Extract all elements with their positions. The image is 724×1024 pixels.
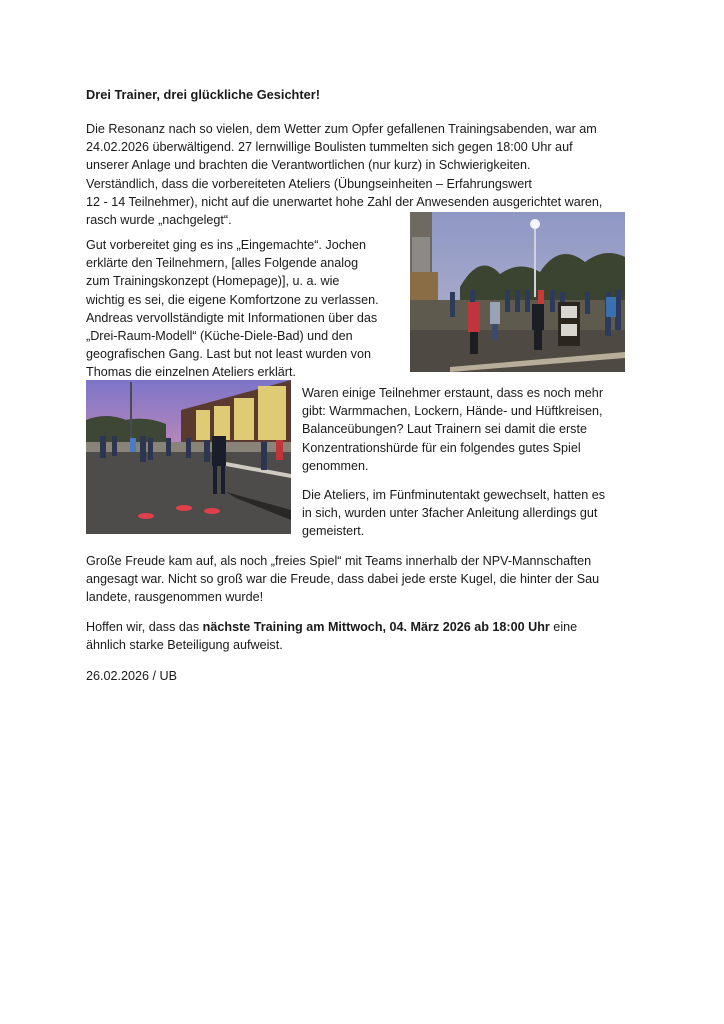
article-title: Drei Trainer, drei glückliche Gesichter! — [86, 87, 320, 102]
text-line: Thomas die einzelnen Ateliers erklärt. — [86, 365, 296, 380]
next-training-suffix: eine — [549, 620, 578, 634]
paragraph-free-play — [86, 552, 646, 607]
photo-boules-court — [86, 380, 291, 534]
text-line: 12 - 14 Teilnehmer), nicht auf die unerwartet hohe Zahl der Anwesenden ausgerichtet waren, — [86, 194, 603, 209]
text-line: unserer Anlage und brachten die Verantwortlichen (nur kurz) in Schwierigkeiten. — [86, 158, 531, 173]
text-line: zum Trainingskonzept (Homepage)], u. a. wie — [86, 274, 340, 289]
next-training-date: nächste Training am Mittwoch, 04. März 2026 ab 18:00 Uhr — [202, 620, 550, 634]
text-line: Die Ateliers, im Fünfminutentakt gewechselt, hatten es — [302, 488, 606, 502]
text-line: geografischen Gang. Last but not least wurden von — [86, 347, 371, 362]
text-line: gibt: Warmmachen, Lockern, Hände- und Hüftkreisen, — [302, 404, 603, 419]
text-line: 24.02.2026 überwältigend. 27 lernwillige Boulisten tummelten sich gegen 18:00 Uhr auf — [86, 140, 573, 155]
paragraph-warmup — [302, 384, 642, 475]
text-line: Balanceübungen? Laut Trainern sei damit die erste — [302, 422, 587, 437]
paragraph-next-training — [86, 618, 646, 654]
text-line: genommen. — [302, 458, 369, 473]
text-line: Waren einige Teilnehmer erstaunt, dass es noch mehr — [302, 386, 604, 400]
next-training-prefix: Hoffen wir, dass das — [86, 620, 203, 634]
text-line: erklärte den Teilnehmern, [alles Folgende analog — [86, 256, 359, 271]
text-line: Gut vorbereitet ging es ins „Eingemachte“. Jochen — [86, 238, 367, 252]
text-line: in sich, wurden unter 3facher Anleitung allerdings gut — [302, 506, 598, 521]
text-line: angesagt war. Nicht so groß war die Freude, dass dabei jede erste Kugel, die hinter der Sau — [86, 572, 600, 587]
text-line: „Drei-Raum-Modell“ (Küche-Diele-Bad) und den — [86, 329, 353, 344]
text-line: rasch wurde „nachgelegt“. — [86, 213, 232, 228]
signature: 26.02.2026 / UB — [86, 669, 178, 683]
text-line: Die Resonanz nach so vielen, dem Wetter zum Opfer gefallenen Trainingsabenden, war am — [86, 122, 597, 136]
text-line: Große Freude kam auf, als noch „freies Spiel“ mit Teams innerhalb der NPV-Mannschaften — [86, 554, 592, 568]
paragraph-ateliers — [302, 486, 642, 541]
text-line: Verständlich, dass die vorbereiteten Ateliers (Übungseinheiten – Erfahrungswert — [86, 176, 532, 191]
text-line: gemeistert. — [302, 524, 365, 539]
photo-group-circle — [410, 212, 625, 372]
text-line: wichtig es sei, die eigene Komfortzone zu verlassen. — [86, 292, 379, 307]
text-line: Andreas vervollständigte mit Informationen über das — [86, 310, 378, 325]
text-line: landete, rausgenommen wurde! — [86, 590, 264, 605]
text-line: ähnlich starke Beteiligung aufweist. — [86, 638, 283, 653]
text-line — [86, 618, 646, 636]
paragraph-trainers — [86, 236, 406, 382]
text-line: Konzentrationshürde für ein folgendes gutes Spiel — [302, 440, 581, 455]
